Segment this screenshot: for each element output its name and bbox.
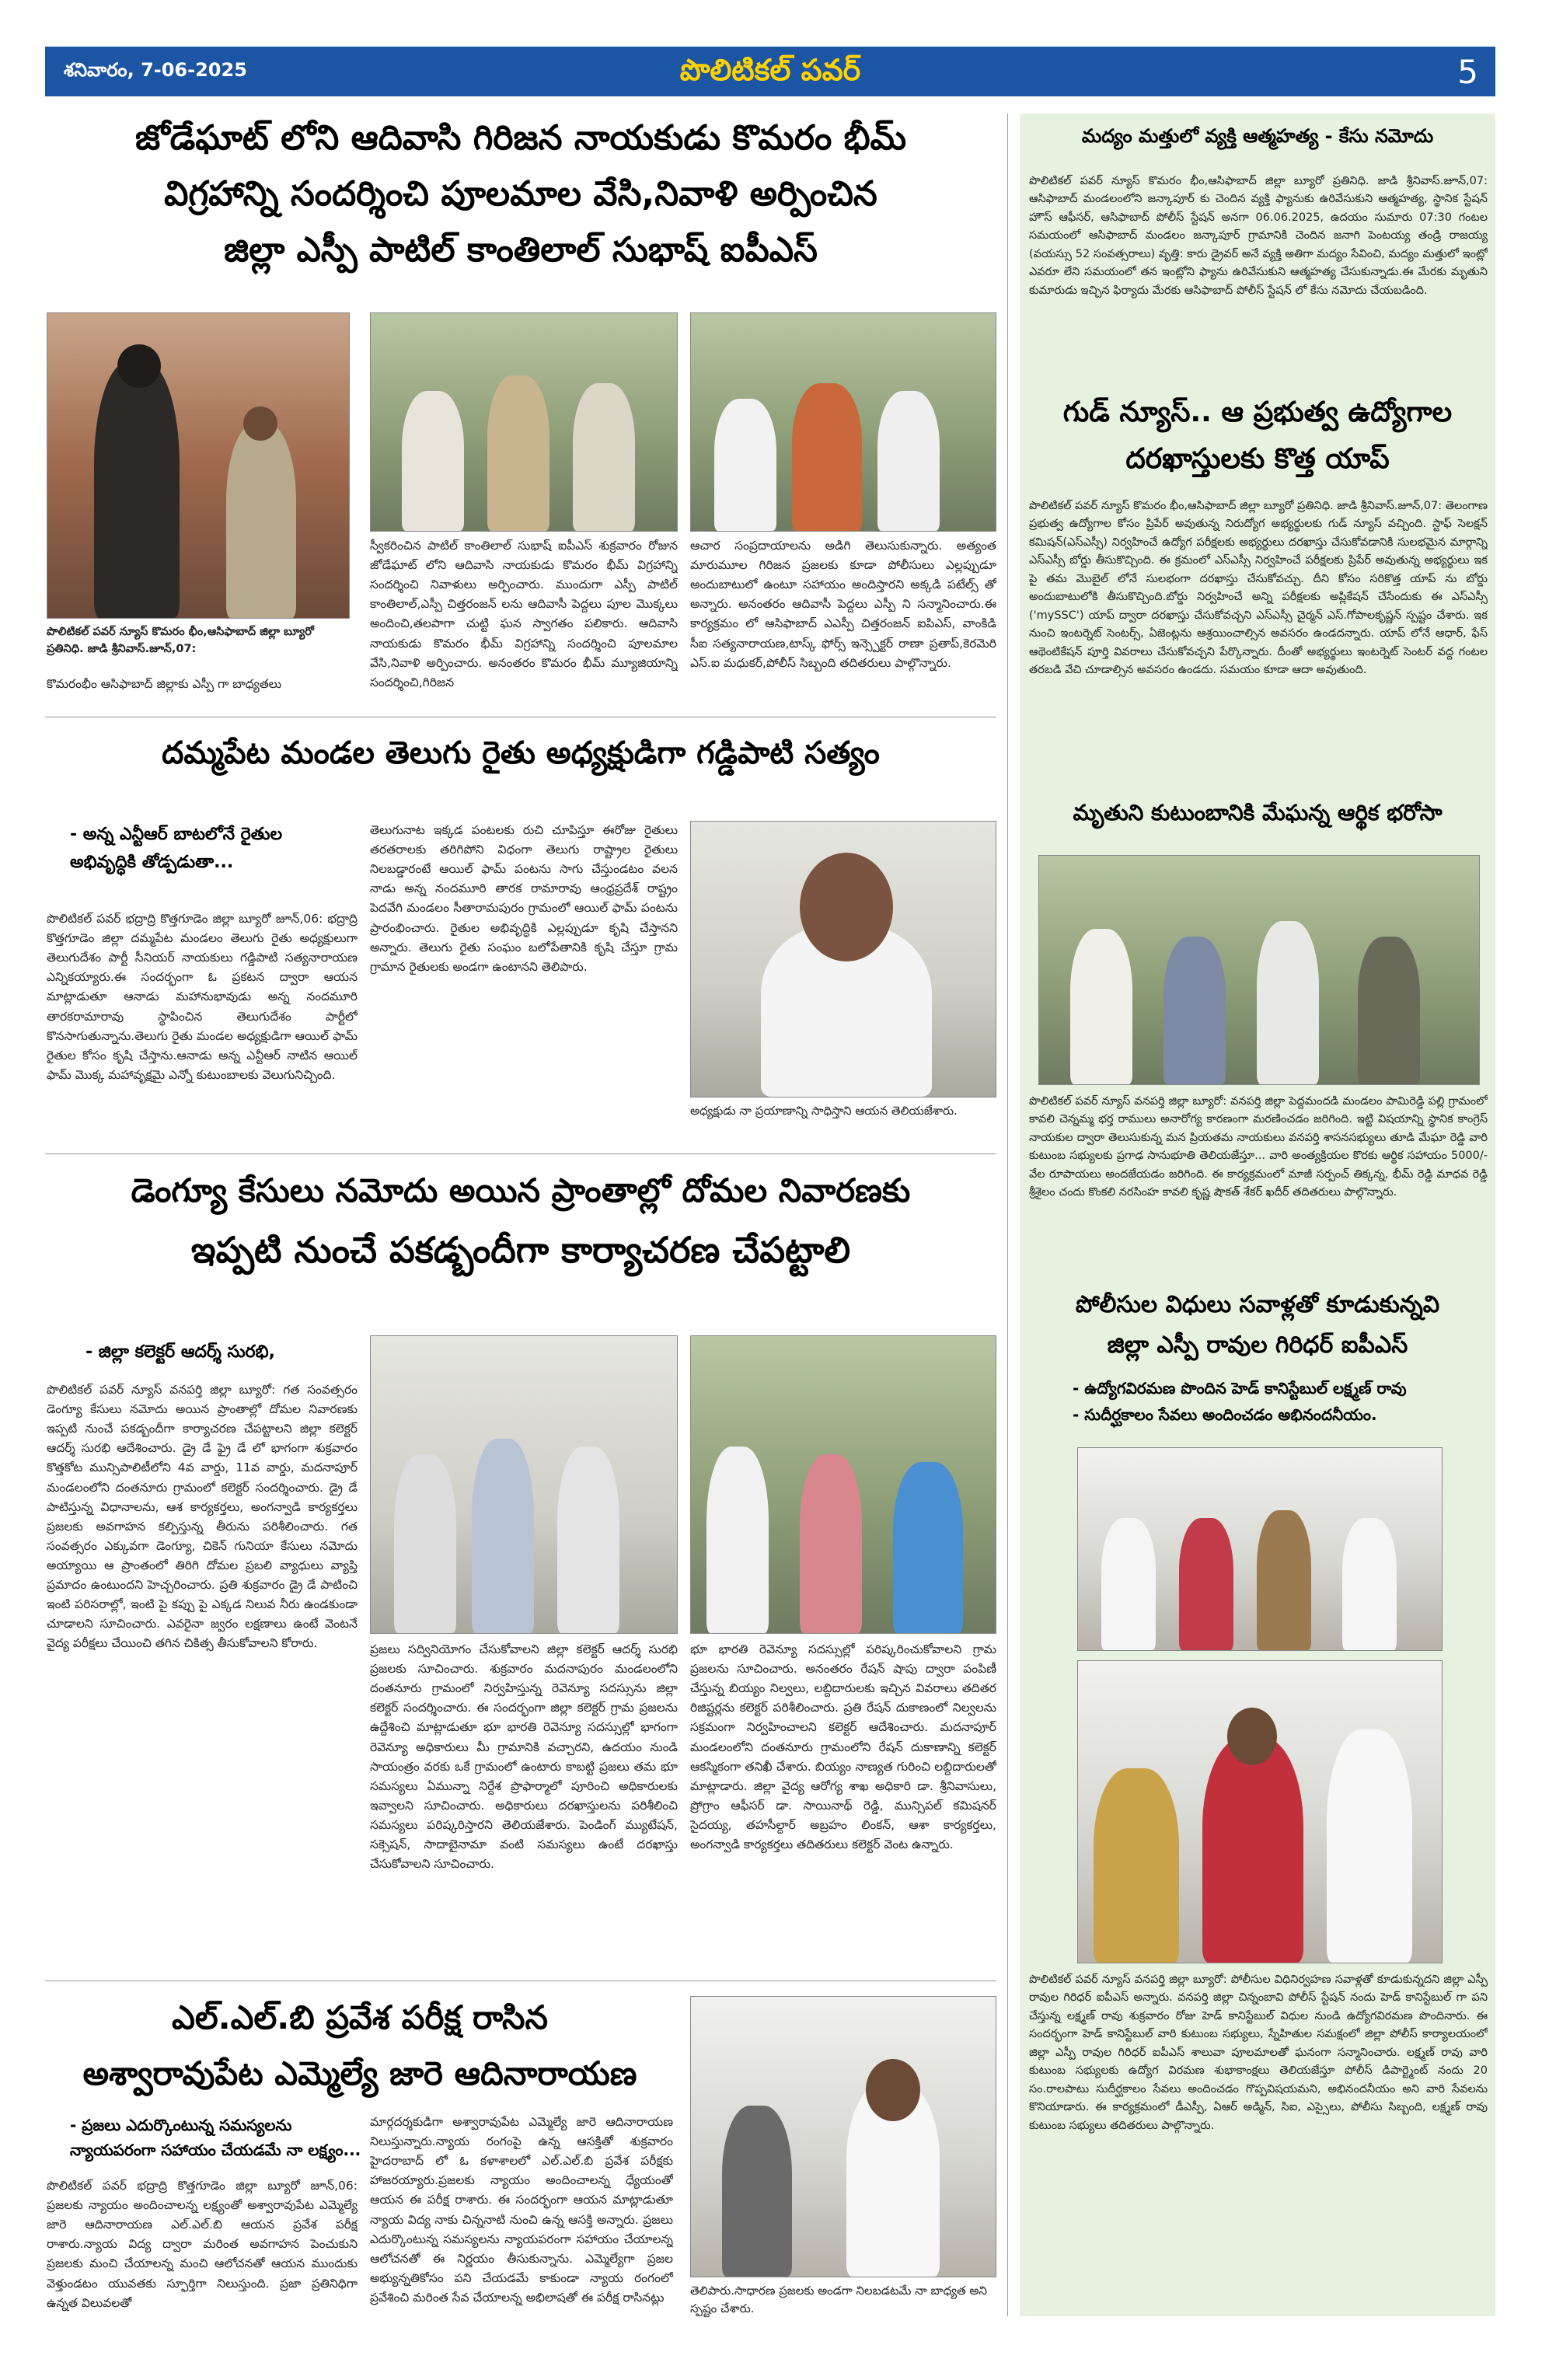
story2-kicker-line1: - అన్న ఎన్టీఆర్ బాటలోనే రైతుల [70, 825, 283, 844]
story1-headline-line1: జోడేఘాట్ లోని ఆదివాసి గిరిజన నాయకుడు కొమరం భీమ్ [134, 118, 907, 158]
story4-caption: తెలిపారు.సాధారణ ప్రజలకు అండగా నిలబడటమే నా బాధ్యత అని స్పష్టం చేశారు. [690, 2284, 987, 2316]
side3-photo-family [1038, 855, 1480, 1085]
story1-photo-garlanding [370, 312, 678, 532]
story3-headline-line1: డెంగ్యూ కేసులు నమోదు అయిన ప్రాంతాల్లో దోమల నివారణకు [131, 1171, 911, 1209]
story1-column2: స్వీకరించిన పాటిల్ కాంతిలాల్ సుభాష్ ఐపీఎస్ శుక్రవారం రోజున జోడేఘాట్ లోని ఆదివాసి నాయకుడు కొమరం భీమ్ విగ్రహాన్ని సందర్శించి నివాళులు అర్పించారు. ముందుగా ఎస్పీ పాటిల్ కాంతిలాల్,ఎస్పీ చిత్తరంజన్ లను ఆదివాసీ పెద్దలు పూల మొక్కలు అందించి,తలపాగా చుట్టి ఘన స్వాగతం పలికారు. ఆదివాసి నాయకుడు కొమరం భీమ్ విగ్రహాన్ని సందర్శించి పూలమాల వేసి,నివాళి అర్పించారు. అనంతరం కొమరం భీమ్ మ్యూజియాన్ని సందర్శించి,గిరిజన [370, 539, 678, 689]
story1-headline-line3: జిల్లా ఎస్పీ పాటిల్ కాంతిలాల్ సుభాష్ ఐపీఎస్ [224, 230, 818, 270]
story4-kicker-line1: - ప్రజలు ఎదుర్కొంటున్న సమస్యలను [70, 2116, 292, 2134]
side2-headline-line1: గుడ్ న్యూస్.. ఆ ప్రభుత్వ ఉద్యోగాల [1062, 396, 1453, 428]
story3-photo-walking [370, 1335, 678, 1634]
side4-photo-shawl [1077, 1660, 1443, 1963]
story1-column1: కొమరంభీం ఆసిఫాబాద్ జిల్లాకు ఎస్పీ గా బాధ్యతలు [47, 677, 282, 691]
masthead [45, 47, 1495, 96]
side4-headline-line1: పోలీసుల విధులు సవాళ్లతో కూడుకున్నవి [1075, 1291, 1440, 1318]
story3-column1: పొలిటికల్ పవర్ న్యూస్ వనపర్తి జిల్లా బ్యూరో: గత సంవత్సరం డెంగ్యూ కేసులు నమోదు అయిన ప్రాంతాల్లో దోమల నివారణకు ఇప్పటి నుంచే పకడ్బందీగా కార్యాచరణ చేపట్టాలని జిల్లా కలెక్టర్ ఆదర్శ్ సురభి ఆదేశించారు. డ్రై డే ఫ్రై డే లో భాగంగా శుక్రవారం కొత్తకోట మున్సిపాలిటీలోని 4వ వార్డు, 11వ వార్డు, మదనాపూర్ మండలంలోని దంతనూరు గ్రామంలో కలెక్టర్ సందర్శించారు. డ్రై డే పాటిస్తున్న విధానాలను, ఆశ కార్యకర్తలు, అంగన్వాడి కార్యకర్తలు ప్రజలకు అవగాహన కల్పిస్తున్న తీరును పరిశీలించారు. గత సంవత్సరం ఎక్కువగా డెంగ్యూ, చికెన్ గునియా కేసులు నమోదు అయ్యాయి ఆ ప్రాంతంలో తిరిగి దోమల ప్రబలి వ్యాధులు వ్యాప్తి ప్రమాదం ఉంటుందని హెచ్చరించారు. ప్రతి శుక్రవారం డ్రై డే పాటించి ఇంటి పరిసరాల్లో, ఇంటి పై కప్పు పై ఎక్కడ నిలువ నీరు ఉండకుండా చూడాలని సూచించారు. ఎవరైనా జ్వరం లక్షణాలు ఉంటే వెంటనే వైద్య పరీక్షలు చేయించి తగిన చికిత్స తీసుకోవాలని కోరారు. [47, 1383, 358, 1651]
story4-kicker-line2: న్యాయపరంగా సహాయం చేయడమే నా లక్ష్యం... [70, 2141, 361, 2159]
side2-body: పొలిటికల్ పవర్ న్యూస్ కొమరం భీం,ఆసిఫాబాద్ జిల్లా బ్యూరో ప్రతినిధి. జాడి శ్రీనివాస్.జూన్,07: తెలంగాణ ప్రభుత్వ ఉద్యోగాల కోసం ప్రిపేర్ అవుతున్న నిరుద్యోగ అభ్యర్థులకు గుడ్ న్యూస్ వచ్చింది. స్టాఫ్ సెలక్షన్ కమిషన్(ఎస్ఎస్సీ) నిర్వహించే ఉద్యోగ పరీక్షలకు అభ్యర్థులు దరఖాస్తు చేసుకోవడానికి సులభమైన మార్గాన్ని ఎస్ఎస్సీ బోర్డు తీసుకొచ్చింది. ఈ క్రమంలో ఎస్ఎస్సీ నిర్వహించే పరీక్షలకు ప్రిపేర్ అవుతున్న అభ్యర్థులు ఇక పై తమ మొబైల్ లోనే సులభంగా దరఖాస్తు చేసుకోవచ్చు. దీని కోసం సరికొత్త యాప్ ను బోర్డు అందుబాటులోకి తీసుకొచ్చింది.బోర్డు నిర్వహించే అన్ని పరీక్షలకు అప్లికేషన్ చేసేందుకు ఈ ఎస్ఎస్సీ ('mySSC') యాప్ ద్వారా దరఖాస్తు చేసుకోవచ్చని ఎస్ఎస్సీ చైర్మన్ ఎస్.గోపాలకృష్ణన్ స్పష్టం చేశారు. ఇక నుంచి ఇంటర్నెట్ సెంటర్స్, ఏజెంట్లను ఆశ్రయించాల్సిన అవసరం ఉండదన్నారు. యాప్ లోనే ఆధార్, ఫేస్ ఆథెంటికేషన్ పూర్తి వివరాలు చేసుకోవచ్చని పేర్కొన్నారు. దీంతో అభ్యర్థులు ఇంటర్నెట్ సెంటర్ వద్ద గంటల తరబడి వేచి చూడాల్సిన అవసరం ఉండదు. సమయం కూడా ఆదా అవుతుంది. [1029, 500, 1488, 677]
story2-kicker-line2: అభివృద్ధికి తోడ్పడుతా... [70, 853, 234, 872]
side4-body: పొలిటికల్ పవర్ న్యూస్ వనపర్తి జిల్లా బ్యూరో: పోలీసుల విధినిర్వహణ సవాళ్లతో కూడుకున్నదని జిల్లా ఎస్పీ రావుల గిరిధర్ ఐపీఎస్ అన్నారు. వనపర్తి జిల్లా చిన్నంబావి పోలీస్ స్టేషన్ నందు హెడ్ కానిస్టేబుల్ గా పని చేస్తున్న లక్ష్మణ్ రావు శుక్రవారం రోజు హెడ్ కానిస్టేబుల్ విధుల నుండి ఉద్యోగవిరమణ పొందినారు. ఈ సందర్భంగా హెడ్ కానిస్టేబుల్ వారి కుటుంబ సభ్యులు, స్నేహితుల సమక్షంలో జిల్లా పోలీస్ కార్యాలయంలో జిల్లా ఎస్పీ రావుల గిరిధర్ ఐపీఎస్ శాలువా పూలమాలతో ఘనంగా సన్మానించారు. లక్ష్మణ్ రావు వారి కుటుంబ సభ్యులకు ఉద్యోగ విరమణ శుభాకాంక్షలు తెలియజేస్తూ పోలీస్ డిపార్ట్మెంట్ నందు 20 సం.రాలపాటు సుదీర్ఘకాలం సేవలు అందించడం గొప్పవిషయమని, అభినందనీయం అని వారి సేవలను కొనియాడారు. ఈ కార్యక్రమంలో డీఎస్పీ, ఏఆర్ అడ్మిన్, సిఐ, ఎస్సైలు, పోలీసు సిబ్బంది, లక్ష్మణ్ రావు కుటుంబ సభ్యులు తదితరులు పాల్గొన్నారు. [1029, 1973, 1488, 2132]
story3-column3: భూ భారతి రెవెన్యూ సదస్సుల్లో పరిష్కరించుకోవాలని గ్రామ ప్రజలను సూచించారు. అనంతరం రేషన్ షాపు ద్వారా పంపిణీ చేస్తున్న బియ్యం నిల్వలు, లబ్దిదారులకు ఇచ్చిన వివరాలు తదితర రిజిష్టర్లను కలెక్టర్ పరిశీలించారు. ప్రతి రేషన్ దుకాణంలో నిల్వలను సక్రమంగా నిర్వహించాలని కలెక్టర్ ఆదేశించారు. మదనాపూర్ మండలంలోని దంతనూరు గ్రామంలోని రేషన్ దుకాణాన్ని కలెక్టర్ ఆకస్మికంగా తనిఖీ చేశారు. బియ్యం నాణ్యత గురించి లబ్దిదారులతో మాట్లాడారు. జిల్లా వైద్య ఆరోగ్య శాఖ అధికారి డా. శ్రీనివాసులు, ప్రోగ్రాం ఆఫీసర్ డా. సాయినాథ్ రెడ్డి, మున్సిపల్ కమిషనర్ సైదయ్య, తహసీల్దార్ అబ్రహం లింకన్, ఆశా కార్యకర్తలు, అంగన్వాడి కార్యకర్తలు తదితరులు కలెక్టర్ వెంట ఉన్నారు. [690, 1642, 996, 1852]
side3-headline: మృతుని కుటుంబానికి మేఘన్న ఆర్థిక భరోసా [1073, 800, 1443, 825]
story4-headline-line2: అశ్వారావుపేట ఎమ్మెల్యే జారె ఆదినారాయణ [82, 2054, 637, 2092]
side2-headline-line2: దరఖాస్తులకు కొత్త యాప్ [1125, 443, 1390, 475]
story2-caption: అధ్యక్షుడు నా ప్రయాణాన్ని సాధిస్తాని ఆయన తెలియజేశారు. [690, 1104, 958, 1118]
story2-column1: పొలిటికల్ పవర్ భద్రాద్రి కొత్తగూడెం జిల్లా బ్యూరో జూన్,06: భద్రాద్రి కొత్తగూడెం జిల్లా దమ్మపేట మండలం తెలుగు రైతు అధ్యక్షులుగా తెలుగుదేశం పార్టీ సీనియర్ నాయకులు గడ్డిపాటి సత్యనారాయణ ఎన్నికయ్యారు.ఈ సందర్భంగా ఓ ప్రకటన ద్వారా ఆయన మాట్లాడుతూ ఆనాడు మహానుభావుడు అన్న నందమూరి తారకరామారావు స్థాపించిన తెలుగుదేశం పార్టీలో కొనసాగుతున్నాను.తెలుగు రైతు మండల అధ్యక్షుడిగా ఆయిల్ ఫామ్ రైతుల కోసం కృషి చేస్తాను.ఆనాడు అన్న ఎన్టీఆర్ నాటిన ఆయిల్ ఫామ్ మొక్క మహావృక్షమై ఎన్నో కుటుంబాలకు వెలుగునిచ్చింది. [47, 912, 358, 1082]
story1-photo-umbrellas [690, 312, 996, 532]
side1-headline: మద్యం మత్తులో వ్యక్తి ఆత్మహత్య - కేసు నమోదు [1081, 125, 1434, 147]
story3-photo-inspection [690, 1335, 996, 1634]
column-divider [1007, 113, 1008, 2316]
issue-date: శనివారం, 7-06-2025 [64, 59, 247, 81]
story2-photo-portrait [690, 821, 996, 1098]
story4-photo-exam-hall [690, 1996, 996, 2277]
side4-headline-line2: జిల్లా ఎస్పీ రావుల గిరిధర్ ఐపీఎస్ [1107, 1331, 1408, 1359]
story4-column2: మార్గదర్శకుడిగా అశ్వారావుపేట ఎమ్మెల్యే జారె ఆదినారాయణ నిలుస్తున్నారు.న్యాయ రంగంపై ఉన్న ఆసక్తితో శుక్రవారం హైదరాబాద్ లో ఓ కళాశాలలో ఎల్.ఎల్.బి ప్రవేశ పరీక్షకు హాజరయ్యారు.ప్రజలకు న్యాయం అందించాలన్న ధ్యేయంతో ఆయన ఈ పరీక్ష రాశారు. ఈ సందర్భంగా ఆయన మాట్లాడుతూ న్యాయ విద్య నాకు చిన్ననాటి నుంచి ఉన్న ఆసక్తి అన్నారు. ప్రజలు ఎదుర్కొంటున్న సమస్యలను న్యాయపరంగా సహాయం చేయాలన్న ఆలోచనతో ఈ నిర్ణయం తీసుకున్నాను. ఎమ్మెల్యేగా ప్రజల అభ్యున్నతికోసం పని చేయడమే కాకుండా న్యాయ రంగంలో ప్రవేశించి మరింత సేవ చేయాలన్న అభిలాషతో ఈ పరీక్ష రాసినట్లు [370, 2115, 673, 2305]
story2-column2: తెలుగునాట ఇక్కడ పంటలకు రుచి చూపిస్తూ ఈరోజు రైతులు తరతరాలకు తరిగిపోని విధంగా తెలుగు రాష్ట్రాల రైతులు నిలబడ్డారంటే ఆయిల్ ఫామ్ పంటను సాగు చేస్తుండటం వలన నాడు అన్న నందమూరి తారక రామారావు ఆంధ్రప్రదేశ్ రాష్ట్రం పెదవేగి మండలం సీతారామపురం గ్రామంలో ఆయిల్ ఫామ్ పంటను ప్రారంభించారు. రైతుల అభివృద్ధికి ఎల్లప్పుడూ కృషి చేస్తానని అన్నారు. తెలుగు రైతు సంఘం బలోపేతానికి కృషి చేస్తూ గ్రామ గ్రామాన రైతులకు అండగా ఉంటానని తెలిపారు. [370, 823, 678, 974]
story3-kicker: - జిల్లా కలెక్టర్ ఆదర్శ్ సురభి, [85, 1342, 275, 1362]
story1-photo-statue [47, 312, 350, 619]
story1-column3: ఆచార సంప్రదాయాలను అడిగి తెలుసుకున్నారు. అత్యంత మారుమూల గిరిజన ప్రజలకు కూడా పోలీసులు ఎల్లప్పుడూ అందుబాటులో ఉంటూ సహాయం అందిస్తారని అక్కడి పటేల్స్ తో అన్నారు. అనంతరం ఆదివాసీ పెద్దలు ఎస్పీ ని సన్మానించారు.ఈ కార్యక్రమం లో ఆసిఫాబాద్ ఎఎస్పీ చిత్తరంజన్ ఐపిఎస్, వాంకిడి సీఐ సత్యనారాయణ,టాస్క్ ఫోర్స్ ఇన్స్పెక్టర్ రాణా ప్రతాప్,కెరమెరి ఎస్.ఐ మధుకర్,పోలీస్ సిబ్బంది తదితరులు పాల్గొన్నారు. [690, 539, 996, 670]
story3-column2: ప్రజలు సద్వినియోగం చేసుకోవాలని జిల్లా కలెక్టర్ ఆదర్శ్ సురభి ప్రజలకు సూచించారు. శుక్రవారం మదనాపురం మండలంలోని దంతనూరు గ్రామంలో నిర్వహిస్తున్న రెవెన్యూ సదస్సును జిల్లా కలెక్టర్ సందర్శించారు. ఈ సందర్భంగా జిల్లా కలెక్టర్ గ్రామ ప్రజలను ఉద్దేశించి మాట్లాడుతూ భూ భారతి రెవెన్యూ సదస్సుల్లో భాగంగా రెవెన్యూ అధికారులు మీ గ్రామానికి వచ్చారని, ఉదయం నుండి సాయంత్రం వరకు ఒకే గ్రామంలో ఉంటారు కాబట్టి ప్రజలు తమ భూ సమస్యలు ఏమున్నా నిర్దేశ ప్రొఫార్మాలో పూరించి అధికారులకు ఇవ్వాలని సూచించారు. అధికారులు దరఖాస్తులను పరిశీలించి సమస్యలు పరిష్కరిస్తారని తెలియజేశారు. పెండింగ్ మ్యుటేషన్, సక్సెషన్, సాదాబైనామా వంటి సమస్యలు ఉంటే దరఖాస్తు చేసుకోవాలని సూచించారు. [370, 1642, 678, 1872]
story2-headline: దమ్మపేట మండల తెలుగు రైతు అధ్యక్షుడిగా గడ్డిపాటి సత్యం [162, 735, 880, 771]
side1-body: పొలిటికల్ పవర్ న్యూస్ కొమరం భీం,ఆసిఫాబాద్ జిల్లా బ్యూరో ప్రతినిధి. జాడి శ్రీనివాస్.జూన్,07: ఆసిఫాబాద్ మండలంలోని జన్కాపూర్ కు చెందిన వ్యక్తి ఫ్యానుకు ఉరివేసుకుని ఆత్మహత్య, స్థానిక స్టేషన్ హౌస్ ఆఫీసర్, ఆసిఫాబాద్ పోలీస్ స్టేషన్ అనగా 06.06.2025, ఉదయం సుమారు 07:30 గంటల సమయంలో ఆసిఫాబాద్ మండలం జన్కాపూర్ గ్రామానికి చెందిన జనాగి పెంటయ్య తండ్రి రాజయ్య (వయస్సు 52 సంవత్సరాలు) వృత్తి: కారు డ్రైవర్ అనే వ్యక్తి అతిగా మద్యం సేవించి, మద్యం మత్తులో ఇంట్లో ఎవరూ లేని సమయంలో తన ఇంట్లోని ఫ్యాను ఉరివేసుకుని ఆత్మహత్య చేసుకున్నాడు.ఈ మేరకు మృతుని కుమారుడు ఇచ్చిన ఫిర్యాదు మేరకు ఆసిఫాబాద్ పోలీస్ స్టేషన్ లో కేసు నమోదు చేయబడింది. [1029, 175, 1488, 297]
side3-body: పొలిటికల్ పవర్ న్యూస్ వనపర్తి జిల్లా బ్యూరో: వనపర్తి జిల్లా పెద్దమందడి మండలం పామిరెడ్డి పల్లి గ్రామంలో కావలి చెన్నమ్మ భర్త రాములు అనారోగ్య కారణంగా మరణించడం జరిగింది. ఇట్టి విషయాన్ని స్థానిక కాంగ్రెస్ నాయకుల ద్వారా తెలుసుకున్న మన ప్రియతమ నాయకులు వనపర్తి శాసనసభ్యులు తూడి మేఘా రెడ్డి వారి కుటుంబ సభ్యులకు ప్రగాఢ సానుభూతి తెలియజేస్తూ... వారి అంత్యక్రియల కొరకు ఆర్థిక సహాయం 5000/- వేల రూపాయలు అందజేయడం జరిగింది. ఈ కార్యక్రమంలో మాజీ సర్పంచ్ తిక్కన్న, భీమ్ రెడ్డి మాధవ రెడ్డి శ్రీశైలం చందు కొంకలి నరసింహ కావలి కృష్ణ షౌకత్ శేకర్ ఖదీర్ తదితరులు పాల్గొన్నారు. [1029, 1095, 1488, 1199]
story1-headline-line2: విగ్రహాన్ని సందర్శించి పూలమాల వేసి,నివాళి అర్పించిన [164, 174, 877, 214]
story3-headline-line2: ఇప్పటి నుంచే పకడ్బందీగా కార్యాచరణ చేపట్టాలి [190, 1229, 851, 1271]
side4-photo-felicitation [1077, 1447, 1443, 1651]
side4-kicker-line1: - ఉద్యోగవిరమణ పొందిన హెడ్ కానిస్టేబుల్ లక్ష్మణ్ రావు [1073, 1379, 1407, 1398]
story4-headline-line1: ఎల్.ఎల్.బి ప్రవేశ పరీక్ష రాసిన [172, 1998, 548, 2036]
page-number: 5 [1457, 53, 1478, 91]
story1-byline: పొలిటికల్ పవర్ న్యూస్ కొమరం భీం,ఆసిఫాబాద్ జిల్లా బ్యూరో ప్రతినిధి. జాడి శ్రీనివాస్.జూన్,07: [47, 626, 314, 656]
side4-kicker-line2: - సుదీర్ఘకాలం సేవలు అందించడం అభినందనీయం. [1073, 1405, 1377, 1424]
divider [45, 1980, 996, 1981]
divider [45, 1153, 996, 1154]
newspaper-title: పొలిటికల్ పవర్ [679, 53, 861, 87]
story4-column1: పొలిటికల్ పవర్ భద్రాద్రి కొత్తగూడెం జిల్లా బ్యూరో జూన్,06: ప్రజలకు న్యాయం అందించాలన్న లక్ష్యంతో అశ్వారావుపేట ఎమ్మెల్యే జారె ఆదినారాయణ ఎల్.ఎల్.బి ఆయన ప్రవేశ పరీక్ష రాశారు.న్యాయ విద్య ద్వారా మరింత అవగాహన పెంచుకుని ప్రజలకు మంచి చేయాలన్న మంచి ఆలోచనతో ఆయన ముందుకు వెళ్తుండటం యువతకు స్ఫూర్తిగా నిలుస్తుంది. ప్రజా ప్రతినిధిగా ఉన్నత విలువలతో [47, 2179, 358, 2310]
